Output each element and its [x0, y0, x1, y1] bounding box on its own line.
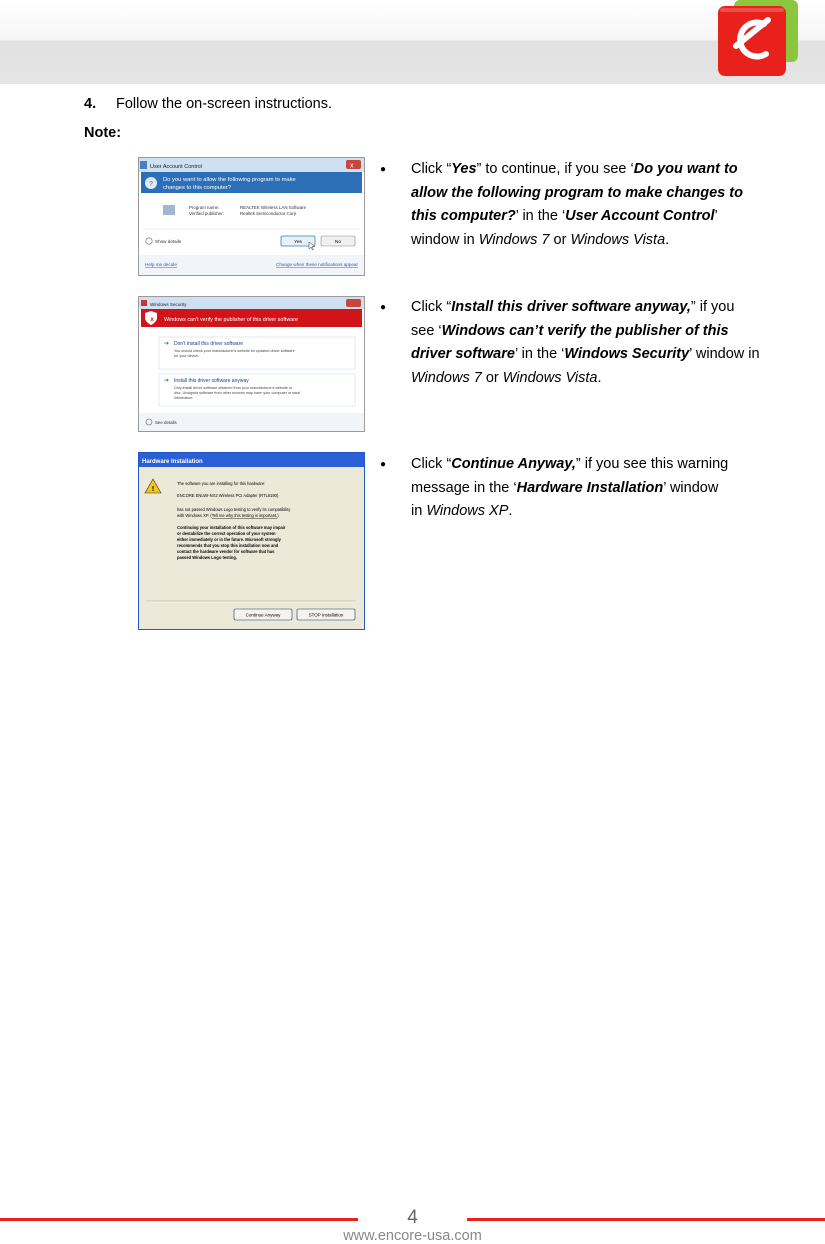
- hardware-installation-dialog-image: [138, 452, 365, 630]
- hw-line4a: with Windows XP. (: [177, 513, 212, 518]
- uac-shield-icon: [140, 161, 147, 169]
- uac-title: User Account Control: [150, 164, 202, 170]
- bullet-hardware-installation: [380, 453, 760, 524]
- hw-line1: The software you are installing for this hardware:: [177, 481, 266, 486]
- winsec-opt2-desc1: Only install driver software obtained from your manufacturer's website or: [174, 386, 293, 390]
- winsec-close-icon: [346, 299, 361, 307]
- note-label: Note:: [84, 125, 122, 141]
- uac-program-value: REALTEK Wireless LAN Software: [240, 205, 307, 210]
- winsec-title: Windows Security: [150, 302, 187, 307]
- uac-publisher-label: Verified publisher:: [189, 211, 224, 216]
- uac-dialog-image: [138, 157, 365, 276]
- winsec-see-details: See details: [155, 420, 177, 425]
- bullet-uac: [380, 158, 760, 252]
- winsec-title-icon: [141, 300, 147, 306]
- uac-program-label: Program name:: [189, 205, 220, 210]
- hw-bold1: Continuing your installation of this software may impair: [177, 525, 286, 530]
- hw-bold2: or destabilize the correct operation of your system: [177, 531, 276, 536]
- bullet-dot-icon: ●: [380, 302, 387, 313]
- hw-tell-me-link: Tell me why this testing is important.: [211, 513, 278, 518]
- svg-text:with Windows XP. (Tell me why: [177, 513, 279, 518]
- page-number: 4: [407, 1207, 418, 1228]
- page-header-band: [0, 0, 825, 84]
- hw-continue-label: Continue Anyway: [245, 612, 281, 618]
- uac-help-link: Help me decide: [145, 262, 177, 267]
- footer-url: www.encore-usa.com: [343, 1228, 482, 1244]
- hw-line4c: ): [277, 513, 279, 518]
- arrow-right-icon: ➔: [164, 378, 170, 384]
- winsec-banner: Windows can't verify the publisher of this driver software: [164, 317, 299, 323]
- bullet-hardware-installation-text: Click “Continue Anyway,” if you see this warning message in the ‘Hardware Installation’ window in Windows XP.: [411, 456, 729, 519]
- uac-close-icon: [346, 160, 361, 169]
- bullet-windows-security: [380, 296, 760, 390]
- hw-line2: ENCORE ENLWI-NX2 Wireless PCI Adapter (RTL8190): [177, 493, 279, 498]
- svg-text:x: x: [150, 317, 154, 323]
- uac-no-label: No: [334, 240, 342, 245]
- svg-text:x: x: [350, 162, 354, 170]
- hw-stop-label: STOP Installation: [308, 612, 344, 618]
- uac-question-1: Do you want to allow the following program to make: [163, 177, 296, 183]
- uac-publisher-value: Realtek Semiconductor Corp: [240, 211, 297, 216]
- bullet-uac-text: Click “Yes” to continue, if you see ‘Do you want to allow the following program to make changes to this computer?’ in the ‘User Account Control’ window in Windows 7 or Windows Vista.: [411, 161, 743, 248]
- winsec-opt2-title: Install this driver software anyway: [174, 378, 249, 384]
- hw-bold5: contact the hardware vendor for software that has: [177, 549, 275, 554]
- bullet-dot-icon: ●: [380, 459, 387, 470]
- winsec-opt1-desc1: You should check your manufacturer's website for updated driver software: [174, 349, 295, 353]
- svg-text:?: ?: [149, 181, 153, 188]
- encore-e-logo-icon: [716, 0, 800, 78]
- uac-yes-label: Yes: [294, 240, 302, 245]
- hw-title: Hardware Installation: [142, 459, 203, 465]
- winsec-opt2-desc3: information.: [174, 396, 194, 400]
- uac-program-icon: [163, 205, 175, 215]
- bullet-dot-icon: ●: [380, 164, 387, 175]
- step-text: Follow the on-screen instructions.: [116, 96, 332, 112]
- hw-bold6: passed Windows Logo testing.: [177, 555, 238, 560]
- winsec-opt1-title: Don't install this driver software: [174, 341, 244, 347]
- uac-show-details: Show details: [155, 239, 182, 244]
- hw-bold4: recommends that you stop this installation now and: [177, 543, 279, 548]
- arrow-right-icon: ➔: [164, 341, 170, 347]
- uac-change-link: Change when these notifications appear: [276, 262, 358, 267]
- hw-bold3: either immediately or in the future. Microsoft strongly: [177, 537, 281, 542]
- winsec-opt2-desc2: disc. Unsigned software from other sources may harm your computer or steal: [174, 391, 301, 395]
- step-number: 4.: [84, 96, 97, 112]
- winsec-opt1-desc2: for your device.: [174, 354, 200, 358]
- hw-line3: has not passed Windows Logo testing to verify its compatibility: [177, 507, 291, 512]
- step-4: [84, 96, 332, 112]
- svg-text:!: !: [151, 486, 155, 493]
- windows-security-dialog-image: [138, 296, 365, 432]
- bullet-windows-security-text: Click “Install this driver software anyway,” if you see ‘Windows can’t verify the publisher of this driver software’ in the ‘Windows Security’ window in Windows 7 or Windows Vista.: [411, 299, 760, 386]
- uac-question-2: changes to this computer?: [163, 185, 231, 191]
- uac-chevron-icon: [146, 238, 152, 244]
